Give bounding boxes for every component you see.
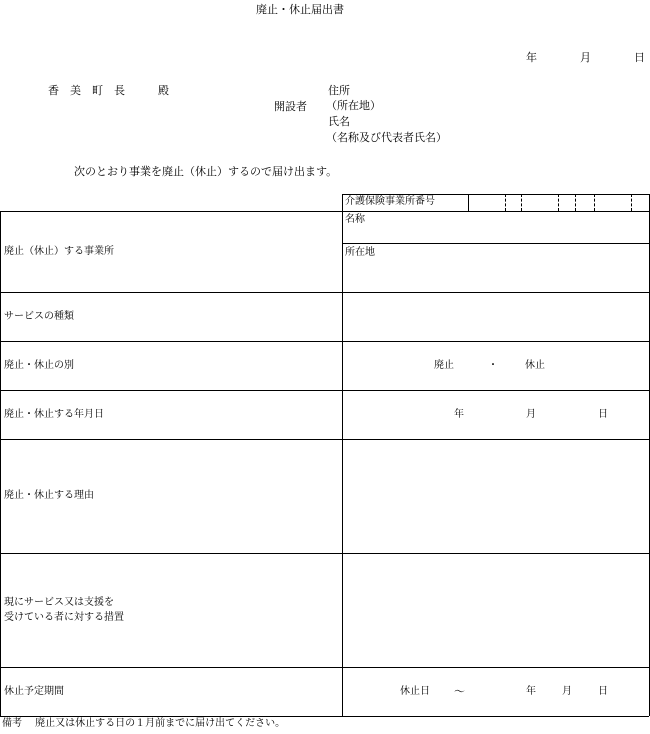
intro-text: 次のとおり事業を廃止（休止）するので届け出ます。: [74, 165, 338, 178]
abolish-date-year: 年: [454, 409, 464, 420]
suspend-day-label: 休止日: [400, 686, 430, 697]
period-year: 年: [526, 686, 536, 697]
period-month: 月: [562, 686, 572, 697]
option-separator: ・: [488, 360, 498, 371]
remarks-note: 備考 廃止又は休止する日の１月前までに届け出てください。: [2, 718, 286, 729]
office-number-label: 介護保険事業所番号: [345, 196, 435, 207]
abolish-suspend-label: 廃止・休止の別: [4, 360, 74, 371]
suspend-period-label: 休止予定期間: [4, 686, 64, 697]
date-day-label: 日: [634, 51, 645, 64]
measures-label-line1: 現にサービス又は支援を: [4, 597, 114, 608]
applicant-address-note: （所在地）: [326, 99, 381, 112]
service-type-label: サービスの種類: [4, 311, 74, 322]
document-title: 廃止・休止届出書: [256, 3, 344, 16]
office-address-label: 所在地: [345, 247, 375, 258]
date-month-label: 月: [580, 51, 591, 64]
suspend-option: 休止: [525, 360, 545, 371]
applicant-name-label: 氏名: [328, 115, 350, 128]
applicant-name-note: （名称及び代表者氏名）: [326, 131, 447, 144]
abolish-date-day: 日: [598, 409, 608, 420]
measures-label-line2: 受けている者に対する措置: [4, 612, 124, 623]
period-tilde: 〜: [454, 685, 465, 698]
office-row-label: 廃止（休止）する事業所: [4, 246, 114, 257]
addressee: 香 美 町 長 殿: [48, 84, 169, 97]
office-name-label: 名称: [345, 214, 365, 225]
reason-label: 廃止・休止する理由: [4, 490, 94, 501]
abolish-option: 廃止: [434, 360, 454, 371]
applicant-role: 開設者: [274, 100, 307, 113]
period-day: 日: [598, 686, 608, 697]
applicant-address-label: 住所: [328, 84, 350, 97]
abolish-date-label: 廃止・休止する年月日: [4, 409, 104, 420]
abolish-date-month: 月: [526, 409, 536, 420]
date-year-label: 年: [526, 51, 537, 64]
